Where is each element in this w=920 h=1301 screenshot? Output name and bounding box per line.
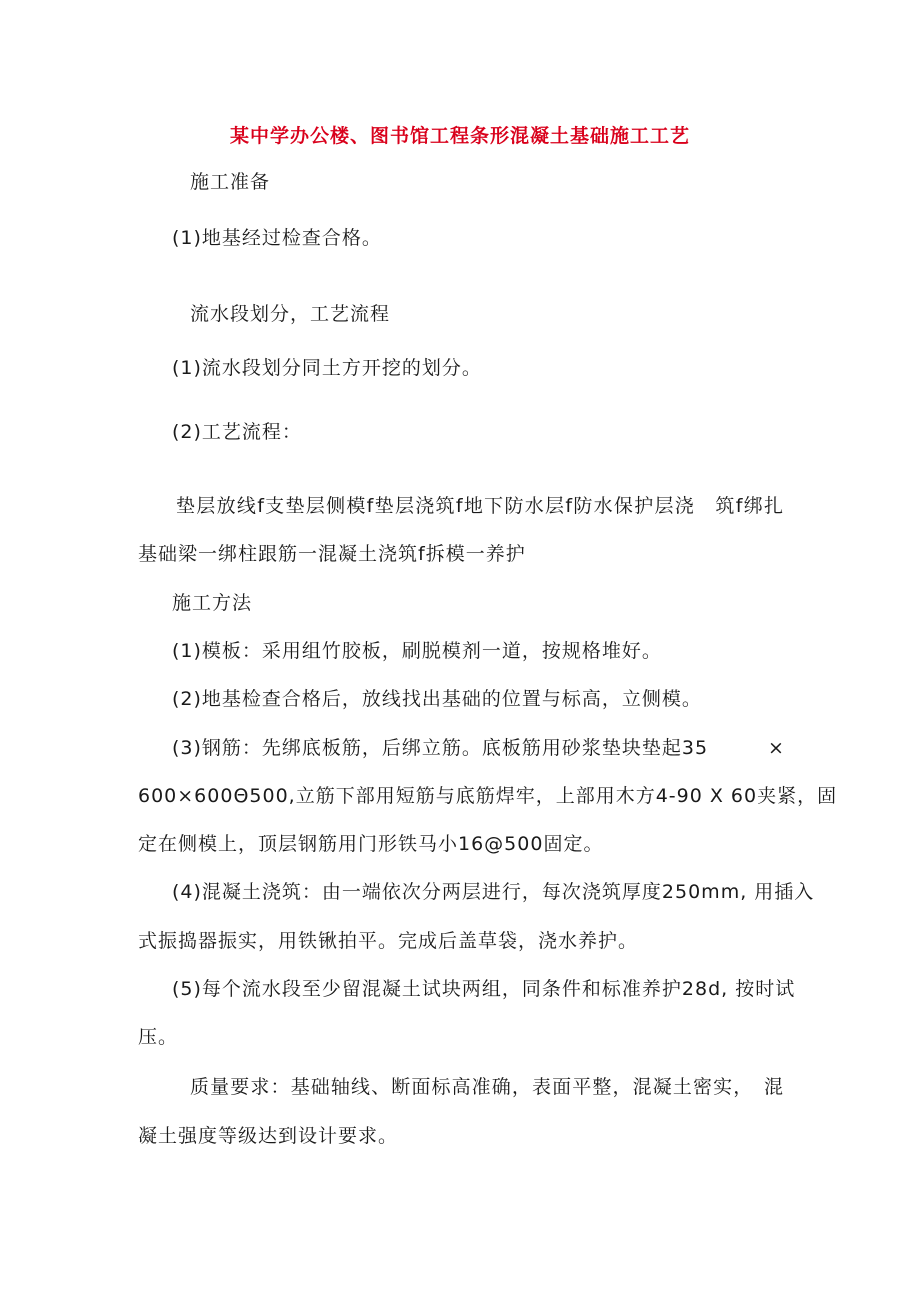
paragraph-line: (4)混凝土浇筑：由一端依次分两层进行，每次浇筑厚度250mm, 用插入 [172, 881, 815, 903]
paragraph-line: 基础梁一绑柱跟筋一混凝土浇筑f拆模一养护 [138, 543, 526, 565]
paragraph-line: 压。 [138, 1026, 179, 1048]
document-title: 某中学办公楼、图书馆工程条形混凝土基础施工工艺 [229, 125, 690, 147]
paragraph-line: 600×600Θ500,立筋下部用短筋与底筋焊牢，上部用木方4-90 X 60夹紧，固 [138, 785, 838, 807]
paragraph-line: (5)每个流水段至少留混凝土试块两组，同条件和标准养护28d, 按时试 [172, 978, 796, 1000]
heading-method: 施工方法 [172, 592, 253, 614]
paragraph-line: 定在侧模上，顶层钢筋用门形铁马小16@500固定。 [138, 833, 604, 855]
paragraph-line: 凝土强度等级达到设计要求。 [138, 1125, 399, 1147]
paragraph-line: (3)钢筋：先绑底板筋，后绑立筋。底板筋用砂浆垫块垫起35 [172, 737, 709, 759]
paragraph-line: × [768, 737, 785, 759]
paragraph-line: (1)地基经过检查合格。 [172, 227, 382, 249]
heading-quality: 质量要求：基础轴线、断面标高准确，表面平整，混凝土密实， 混 [190, 1076, 784, 1098]
paragraph-line: (1)流水段划分同土方开挖的划分。 [172, 357, 482, 379]
heading-preparation: 施工准备 [190, 171, 271, 193]
heading-flow: 流水段划分，工艺流程 [190, 303, 391, 325]
paragraph-line: 垫层放线f支垫层侧模f垫层浇筑f地下防水层f防水保护层浇 筑f绑扎 [176, 495, 784, 517]
paragraph-line: (2)工艺流程： [172, 421, 302, 443]
paragraph-line: (2)地基检查合格后，放线找出基础的位置与标高，立侧模。 [172, 688, 702, 710]
paragraph-line: (1)模板：采用组竹胶板，刷脱模剂一道，按规格堆好。 [172, 640, 662, 662]
paragraph-line: 式振捣器振实，用铁锹拍平。完成后盖草袋，浇水养护。 [138, 930, 639, 952]
